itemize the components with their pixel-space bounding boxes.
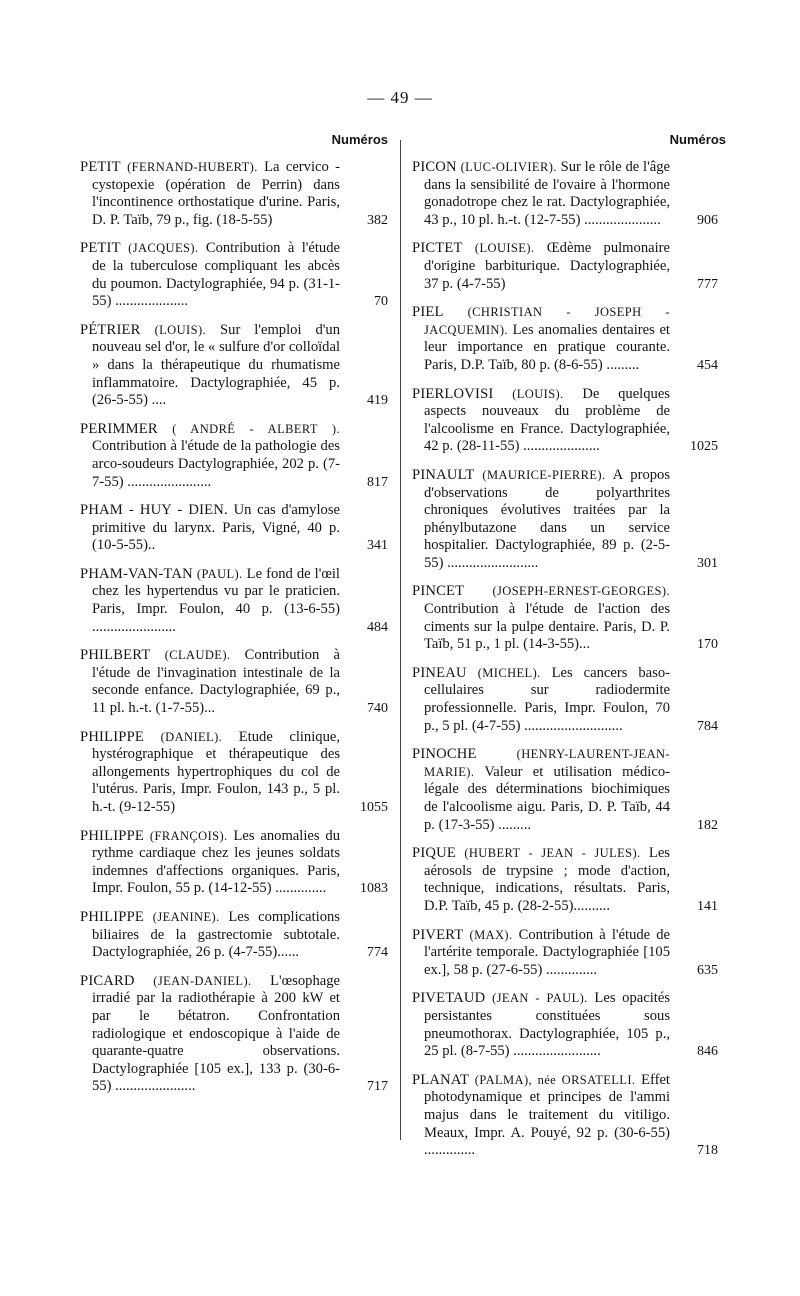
author-given-names: (FRANÇOIS).: [149, 828, 228, 843]
right-column: [412, 132, 726, 1171]
entry-number: 635: [697, 962, 718, 978]
entry-number: 717: [367, 1079, 388, 1095]
list-item: [80, 647, 388, 717]
author-given-names: (JOSEPH-ERNEST-GEORGES).: [492, 584, 670, 599]
entry-description: Les aérosols de trypsine ; mode d'action, technique, indications, résultats. Paris, D.P. Taïb, 45 p. (28-2-55)..........: [424, 845, 670, 914]
entry-text: [412, 240, 670, 293]
entry-text: [412, 845, 670, 915]
list-item: [80, 909, 388, 962]
entry-number: 740: [367, 701, 388, 717]
author-given-names: (MAURICE-PIERRE).: [482, 467, 606, 482]
list-item: [412, 386, 718, 456]
entry-text: [412, 990, 670, 1060]
author-name: PIQUE: [412, 845, 456, 862]
entry-text: [412, 304, 670, 374]
list-item: [412, 665, 718, 735]
entry-text: [80, 159, 340, 229]
author-name: PETIT: [80, 240, 121, 257]
entry-number: 1025: [690, 439, 718, 455]
entry-number: 774: [367, 945, 388, 961]
author-given-names: (CLAUDE).: [164, 648, 231, 663]
entry-number: 817: [367, 474, 388, 490]
author-name: PIEL: [412, 304, 444, 321]
entry-description: Les complications biliaires de la gastrectomie subtotale. Dactylographiée, 26 p. (4-7-55)......: [92, 908, 340, 961]
column-divider: [400, 140, 401, 1140]
entry-description: Contribution à l'étude de l'action des ciments sur la pulpe dentaire. Paris, D. P. Taïb, 51 p., 1 pl. (14-3-55)...: [424, 601, 670, 653]
entry-number: 70: [374, 294, 388, 310]
list-item: [412, 240, 718, 293]
author-name: PHILIPPE: [80, 908, 145, 925]
list-item: [80, 828, 388, 898]
entry-number: 1055: [360, 800, 388, 815]
author-name: PHILIPPE: [80, 728, 145, 745]
entry-text: [412, 467, 670, 573]
list-item: [412, 927, 718, 980]
author-name: PIVETAUD: [412, 990, 486, 1007]
entry-text: [80, 729, 340, 817]
author-name: PÉTRIER: [80, 321, 141, 338]
list-item: [80, 421, 388, 491]
author-name: PERIMMER: [80, 420, 158, 437]
author-given-names: (LUC-OLIVIER).: [460, 160, 557, 174]
entry-number: 1083: [360, 881, 388, 897]
author-given-names: (PAUL).: [196, 566, 243, 581]
author-given-names: (JEAN - PAUL).: [492, 991, 588, 1006]
entry-description: Un cas d'amylose primitive du larynx. Paris, Vigné, 40 p. (10-5-55)..: [92, 502, 340, 554]
author-given-names: (FERNAND-HUBERT).: [127, 160, 258, 174]
author-name: PHILBERT: [80, 647, 151, 664]
author-name: PICARD: [80, 972, 135, 989]
author-name: PINOCHE: [412, 746, 477, 763]
entry-description: Contribution à l'étude de la pathologie des arco-soudeurs Dactylographiée, 202 p. (7-7-55) .......................: [92, 438, 340, 490]
entry-text: [412, 386, 670, 456]
page-number: — 49 —: [367, 88, 433, 107]
entry-list: [80, 159, 388, 1096]
entry-text: [80, 828, 340, 898]
entry-text: [80, 909, 340, 962]
entry-text: [80, 502, 340, 555]
entry-description: Le fond de l'œil chez les hypertendus vu par le praticien. Paris, Impr. Foulon, 40 p. (13-6-55) .......................: [92, 565, 340, 635]
author-given-names: (HUBERT - JEAN - JULES).: [464, 846, 641, 861]
author-given-names: ( ANDRÉ - ALBERT ).: [172, 421, 340, 436]
entry-number: 846: [697, 1044, 718, 1060]
list-item: [412, 467, 718, 573]
list-item: [412, 159, 718, 229]
left-column: [80, 132, 388, 1107]
entry-text: [412, 159, 670, 229]
entry-text: [80, 322, 340, 410]
list-item: [80, 322, 388, 410]
author-given-names: (LOUIS).: [154, 322, 207, 337]
entry-text: [412, 665, 670, 735]
list-item: [412, 845, 718, 915]
author-given-names: (JEAN-DANIEL).: [153, 973, 252, 988]
entry-text: [80, 647, 340, 717]
entry-number: 382: [367, 212, 388, 228]
list-item: [80, 240, 388, 310]
author-name: PLANAT: [412, 1071, 470, 1088]
author-given-names: (JEANINE).: [152, 909, 220, 924]
column-header-numeros: Numéros: [331, 132, 388, 147]
list-item: [80, 566, 388, 636]
author-given-names: (HENRY-LAURENT-JEAN-MARIE).: [424, 747, 670, 779]
author-given-names: (JACQUES).: [128, 241, 199, 256]
entry-description: Effet photodynamique et principes de l'ammi majus dans le traitement du vitiligo. Meaux, Impr. A. Pouyé, 92 p. (30-6-55) ..............: [424, 1071, 670, 1159]
entry-number: 454: [697, 357, 718, 373]
list-item: [80, 729, 388, 817]
entry-description: Les opacités persistantes constituées sous pneumothorax. Dactylographiée, 105 p., 25 pl. (8-7-55) ........................: [424, 990, 670, 1060]
entry-description: Les anomalies du rythme cardiaque chez les jeunes soldats indemnes d'affections organiques. Paris, Impr. Foulon, 55 p. (14-12-55) ..............: [92, 827, 340, 897]
entry-number: 301: [697, 555, 718, 571]
entry-description: Œdème pulmonaire d'origine barbiturique. Dactylographiée, 37 p. (4-7-55): [424, 240, 670, 292]
entry-description: Contribution à l'étude de l'artérite temporale. Dactylographiée [105 ex.], 58 p. (27-6-55) ..............: [424, 926, 671, 978]
author-given-names: (LOUISE).: [474, 241, 535, 256]
entry-number: 141: [697, 898, 718, 914]
entry-number: 906: [697, 212, 718, 228]
author-name: PHILIPPE: [80, 827, 145, 844]
entry-description: La cervico - cystopexie (opération de Perrin) dans l'incontinence orthostatique d'urine. Paris, D. P. Taïb, 79 p., fig. (18-5-55): [92, 159, 340, 228]
column-header-numeros: Numéros: [669, 132, 726, 147]
entry-text: [80, 973, 340, 1096]
entry-text: [412, 927, 670, 980]
entry-number: 419: [367, 393, 388, 409]
author-given-names: (MAX).: [469, 927, 513, 942]
entry-description: Sur le rôle de l'âge dans la sensibilité de l'ovaire à l'hormone gonadotrope chez le rat. Dactylographiée, 43 p., 10 pl. h.-t. (12-7-55) .....................: [424, 159, 670, 228]
author-given-names: (MICHEL).: [477, 665, 541, 680]
entry-description: Les cancers baso-cellulaires sur radiodermite professionnelle. Paris, Impr. Foulon, 70 p., 5 pl. (4-7-55) ...........................: [424, 664, 670, 734]
author-given-names: (LOUIS).: [512, 386, 564, 401]
list-item: [80, 159, 388, 229]
list-item: [412, 990, 718, 1060]
list-item: [80, 502, 388, 555]
entry-description: De quelques aspects nouveaux du problème de l'alcoolisme en France. Dactylographiée, 42 p. (28-11-55) .....................: [424, 385, 670, 455]
entry-text: [412, 1072, 670, 1160]
entry-number: 484: [367, 619, 388, 635]
entry-text: [80, 240, 340, 310]
author-given-names: (PALMA), née ORSATELLI.: [474, 1072, 636, 1087]
list-item: [412, 583, 718, 653]
author-given-names: (CHRISTIAN - JOSEPH - JACQUEMIN).: [424, 305, 670, 337]
author-name: PINAULT: [412, 466, 475, 483]
entry-number: 718: [697, 1143, 718, 1159]
entry-description: Les anomalies dentaires et leur importance en pratique courante. Paris, D.P. Taïb, 80 p. (8-6-55) .........: [424, 321, 670, 373]
entry-text: [80, 566, 340, 636]
author-given-names: (DANIEL).: [160, 729, 223, 744]
entry-list: [412, 159, 718, 1160]
author-name: PHAM - HUY - DIEN.: [80, 502, 228, 519]
entry-number: 341: [367, 538, 388, 554]
entry-description: Sur l'emploi d'un nouveau sel d'or, le « sulfure d'or colloïdal » dans la thérapeutique du rhumatisme inflammatoire. Dactylographiée, 45 p. (26-5-55) ....: [92, 321, 340, 409]
author-name: PICON: [412, 159, 457, 175]
entry-number: 777: [697, 276, 718, 292]
list-item: [80, 973, 388, 1096]
entry-text: [412, 583, 670, 653]
author-name: PINEAU: [412, 664, 467, 681]
entry-description: L'œsophage irradié par la radiothérapie à 200 kW et par le bétatron. Confrontation radiologique et endoscopique à l'aide de quarante-quatre observations. Dactylographiée [105 ex.], 133 p. (30-6-55) ......................: [92, 972, 340, 1095]
entry-description: Valeur et utilisation médico-légale des déterminations biochimiques de l'alcoolisme aigu. Paris, D. P. Taïb, 44 p. (17-3-55) .........: [424, 763, 670, 833]
list-item: [412, 304, 718, 374]
entry-number: 784: [697, 718, 718, 734]
entry-text: [80, 421, 340, 491]
entry-description: Etude clinique, hystérographique et thérapeutique des allongements hypertrophiques du col de l'utérus. Paris, Impr. Foulon, 143 p., 5 pl. h.-t. (9-12-55): [92, 728, 340, 815]
list-item: [412, 1072, 718, 1160]
entry-number: 170: [697, 637, 718, 653]
author-name: PIERLOVISI: [412, 385, 494, 402]
author-name: PHAM-VAN-TAN: [80, 565, 193, 582]
author-name: PINCET: [412, 583, 465, 600]
author-name: PIVERT: [412, 926, 464, 943]
entry-description: Contribution à l'étude de l'invagination intestinale de la seconde enfance. Dactylographiée, 69 p., 11 pl. h.-t. (1-7-55)...: [92, 647, 340, 717]
author-name: PICTET: [412, 240, 463, 257]
entry-description: A propos d'observations de polyarthrites chroniques évolutives traitées par la phénylbutazone dans un service hospitalier. Dactylographiée, 89 p. (2-5-55) .........................: [424, 466, 671, 571]
list-item: [412, 746, 718, 834]
entry-description: Contribution à l'étude de la tuberculose compliquant les abcès du poumon. Dactylographiée, 94 p. (31-1-55) ....................: [92, 240, 340, 310]
author-name: PETIT: [80, 159, 121, 175]
entry-text: [412, 746, 670, 834]
entry-number: 182: [697, 817, 718, 833]
